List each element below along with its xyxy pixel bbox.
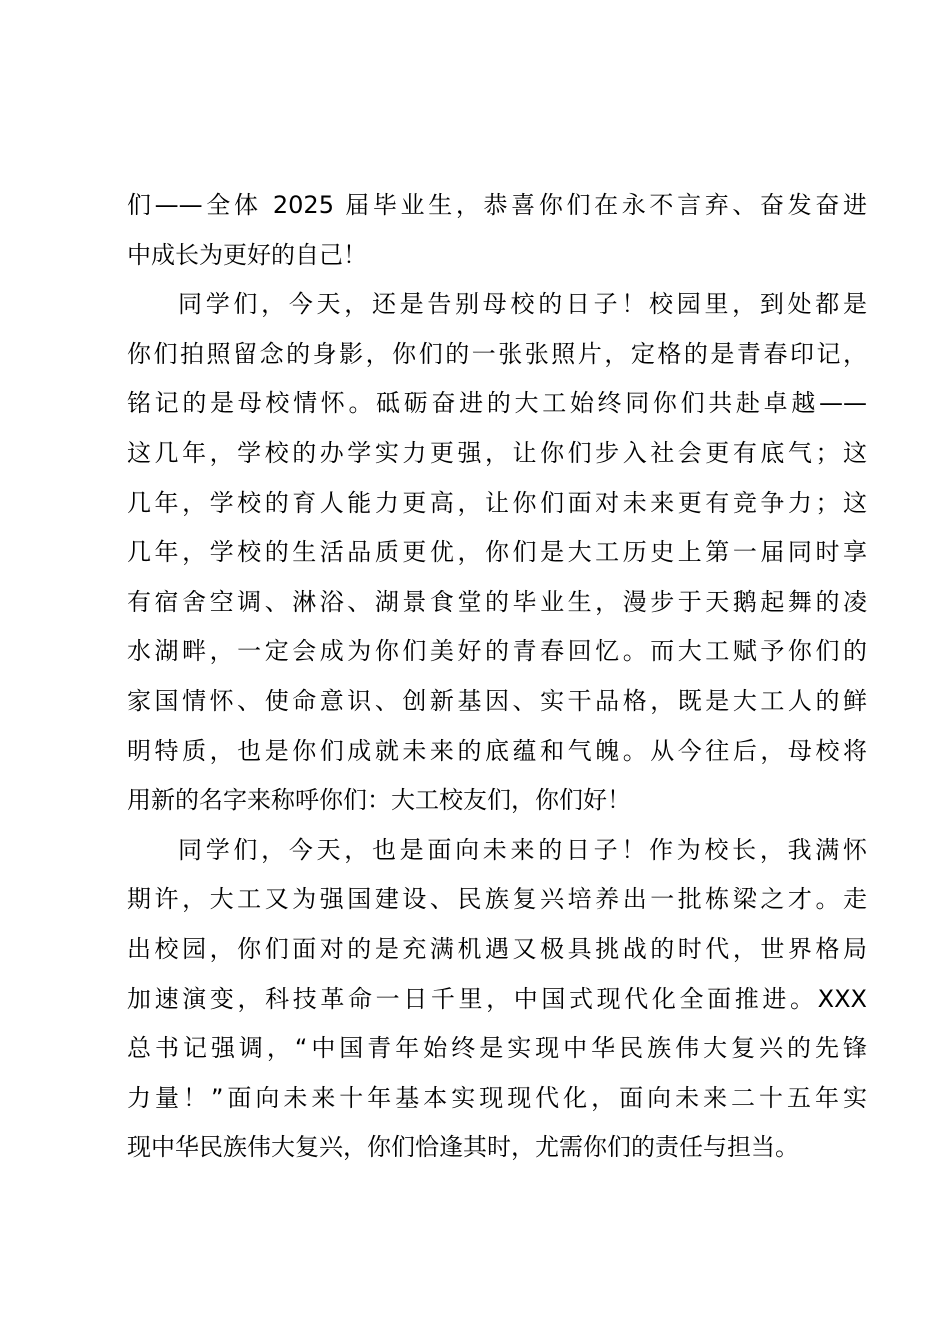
text-line: 这几年，学校的办学实力更强，让你们步入社会更有底气；这 (127, 438, 867, 467)
text-line: 几年，学校的育人能力更高，让你们面对未来更有竞争力；这 (127, 488, 867, 517)
text-line: 总书记强调，“中国青年始终是实现中华民族伟大复兴的先锋 (127, 1034, 867, 1063)
text-line: 家国情怀、使命意识、创新基因、实干品格，既是大工人的鲜 (127, 686, 867, 715)
text-line: 用新的名字来称呼你们：大工校友们，你们好！ (127, 786, 631, 815)
text-line: 中成长为更好的自己！ (127, 240, 367, 269)
text-line: 力量！”面向未来十年基本实现现代化，面向未来二十五年实 (127, 1083, 867, 1112)
document-body (127, 181, 867, 1173)
text-line: 们——全体 2025 届毕业生，恭喜你们在永不言弃、奋发奋进 (127, 191, 867, 219)
text-line: 加速演变，科技革命一日千里，中国式现代化全面推进。XXX (127, 984, 867, 1013)
text-line: 明特质，也是你们成就未来的底蕴和气魄。从今往后，母校将 (127, 736, 867, 765)
text-line: 同学们，今天，还是告别母校的日子！校园里，到处都是 (178, 290, 867, 319)
text-line: 现中华民族伟大复兴，你们恰逢其时，尤需你们的责任与担当。 (127, 1133, 799, 1162)
paragraph (127, 280, 867, 826)
text-line: 铭记的是母校情怀。砥砺奋进的大工始终同你们共赴卓越—— (127, 389, 867, 418)
paragraph (127, 826, 867, 1173)
text-line: 同学们，今天，也是面向未来的日子！作为校长，我满怀 (178, 835, 867, 864)
text-line: 期许，大工又为强国建设、民族复兴培养出一批栋梁之才。走 (127, 885, 867, 914)
text-line: 出校园，你们面对的是充满机遇又极具挑战的时代，世界格局 (127, 934, 867, 963)
text-line: 几年，学校的生活品质更优，你们是大工历史上第一届同时享 (127, 538, 867, 567)
text-line: 你们拍照留念的身影，你们的一张张照片，定格的是青春印记， (127, 339, 867, 368)
paragraph (127, 181, 867, 280)
text-line: 有宿舍空调、淋浴、湖景食堂的毕业生，漫步于天鹅起舞的凌 (127, 587, 867, 616)
text-line: 水湖畔，一定会成为你们美好的青春回忆。而大工赋予你们的 (127, 637, 867, 666)
